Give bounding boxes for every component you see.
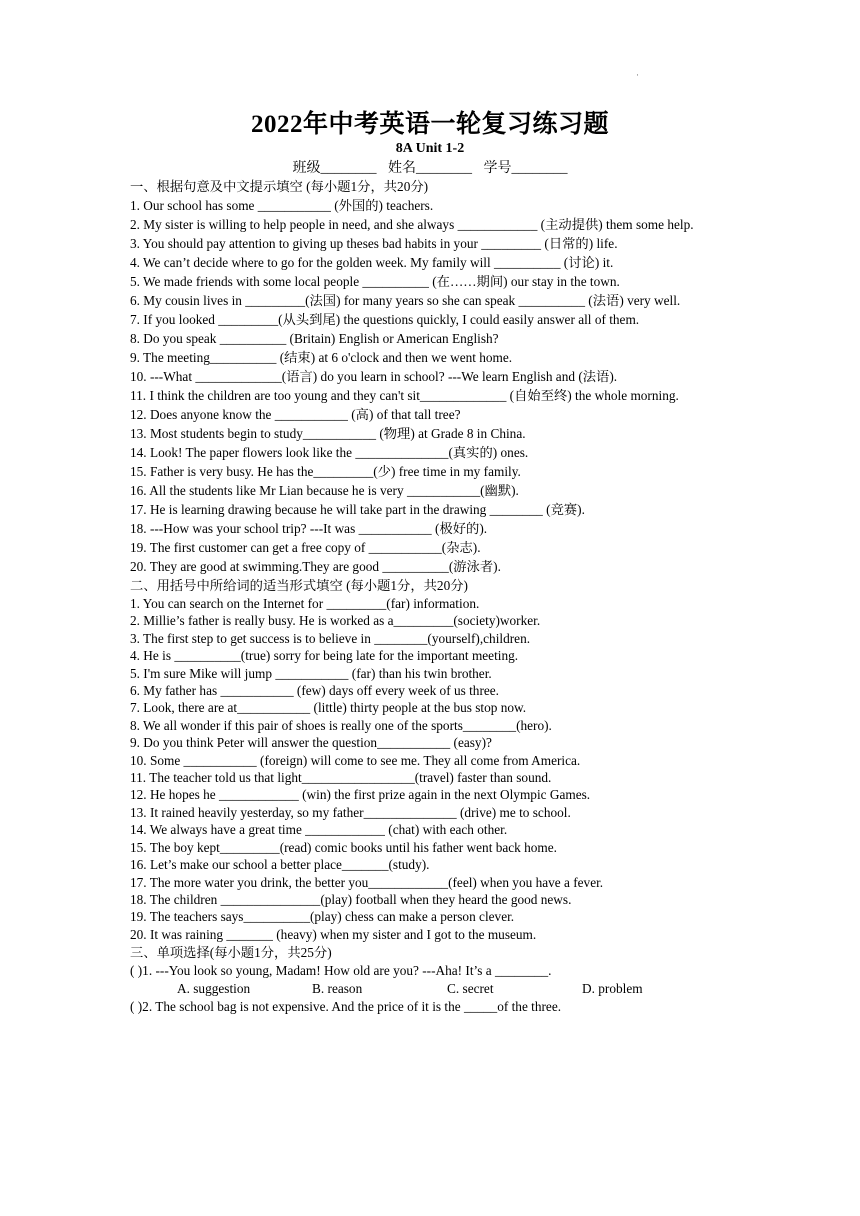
question-item: 2. My sister is willing to help people in need, and she always ____________ (主动提供) them some help. [130, 217, 694, 232]
question-item: 13. Most students begin to study___________ (物理) at Grade 8 in China. [130, 426, 526, 441]
question-item: 6. My cousin lives in _________(法国) for many years so she can speak __________ (法语) very well. [130, 293, 681, 308]
choice-options [130, 980, 732, 998]
section-heading: 三、单项选择(每小题1分，共25分) [130, 945, 332, 961]
question-item: 3. You should pay attention to giving up theses bad habits in your _________ (日常的) life. [130, 236, 618, 251]
choice-question: ( )2. The school bag is not expensive. And the price of it is the _____of the three. [130, 999, 562, 1015]
option-a: A. suggestion [177, 981, 251, 997]
question-item: 1. Our school has some ___________ (外国的) teachers. [130, 198, 434, 213]
question-item: 12. He hopes he ____________ (win) the first prize again in the next Olympic Games. [130, 787, 591, 803]
exam-content [130, 177, 732, 1016]
question-item: 15. Father is very busy. He has the_________(少) free time in my family. [130, 464, 521, 479]
question-item: 13. It rained heavily yesterday, so my father______________ (drive) me to school. [130, 804, 571, 820]
page-title: 2022年中考英语一轮复习练习题 [250, 111, 609, 138]
question-item: 9. Do you think Peter will answer the question___________ (easy)? [130, 735, 492, 751]
question-item: 4. We can’t decide where to go for the golden week. My family will __________ (讨论) it. [130, 255, 614, 270]
question-item: 14. Look! The paper flowers look like the ______________(真实的) ones. [130, 445, 529, 460]
option-c: C. secret [447, 981, 494, 997]
question-item: 18. The children _______________(play) football when they heard the good news. [130, 891, 572, 907]
question-item: 19. The teachers says__________(play) chess can make a person clever. [130, 909, 515, 925]
option-d: D. problem [582, 981, 643, 997]
question-item: 16. Let’s make our school a better place_______(study). [130, 857, 430, 873]
question-item: 17. He is learning drawing because he will take part in the drawing ________ (竞赛). [130, 502, 585, 517]
number-field: 学号________ [483, 161, 568, 176]
section-heading: 二、用括号中所给词的适当形式填空 (每小题1分，共20分) [130, 578, 468, 593]
student-info-line [0, 157, 860, 177]
question-item: 6. My father has ___________ (few) days off every week of us three. [130, 683, 500, 699]
question-item: 5. We made friends with some local people __________ (在……期间) our stay in the town. [130, 274, 620, 289]
class-field: 班级________ [292, 161, 377, 176]
question-item: 15. The boy kept_________(read) comic books until his father went back home. [130, 839, 557, 855]
question-item: 5. I'm sure Mike will jump ___________ (far) than his twin brother. [130, 665, 492, 681]
question-item: 10. Some ___________ (foreign) will come to see me. They all come from America. [130, 752, 581, 768]
question-item: 12. Does anyone know the ___________ (高) of that tall tree? [130, 407, 461, 422]
question-item: 11. The teacher told us that light_________________(travel) faster than sound. [130, 770, 552, 786]
question-item: 2. Millie’s father is really busy. He is worked as a_________(society)worker. [130, 613, 541, 629]
page-subtitle: 8A Unit 1-2 [395, 141, 465, 156]
question-item: 8. We all wonder if this pair of shoes is really one of the sports________(hero). [130, 717, 552, 733]
question-item: 20. It was raining _______ (heavy) when my sister and I got to the museum. [130, 926, 537, 942]
question-item: 7. If you looked _________(从头到尾) the questions quickly, I could easily answer all of them. [130, 312, 640, 327]
choice-question: ( )1. ---You look so young, Madam! How old are you? ---Aha! It’s a ________. [130, 963, 552, 979]
question-item: 18. ---How was your school trip? ---It was ___________ (极好的). [130, 521, 488, 536]
name-field: 姓名________ [388, 161, 472, 176]
question-item: 11. I think the children are too young and they can't sit_____________ (自始至终) the whole morning. [130, 388, 679, 403]
question-item: 1. You can search on the Internet for _________(far) information. [130, 596, 480, 611]
question-item: 10. ---What _____________(语言) do you learn in school? ---We learn English and (法语). [130, 369, 618, 384]
section-heading: 一、根据句意及中文提示填空 (每小题1分，共20分) [130, 179, 429, 194]
question-item: 16. All the students like Mr Lian because he is very ___________(幽默). [130, 483, 519, 498]
question-item: 4. He is __________(true) sorry for being late for the important meeting. [130, 648, 519, 664]
question-item: 19. The first customer can get a free copy of ___________(杂志). [130, 540, 481, 555]
question-item: 3. The first step to get success is to believe in ________(yourself),children. [130, 630, 531, 646]
corner-mark: · [636, 70, 639, 80]
question-item: 14. We always have a great time ____________ (chat) with each other. [130, 822, 508, 838]
option-b: B. reason [312, 981, 363, 997]
question-item: 7. Look, there are at___________ (little) thirty people at the bus stop now. [130, 700, 527, 716]
question-item: 8. Do you speak __________ (Britain) English or American English? [130, 331, 499, 346]
question-item: 9. The meeting__________ (结束) at 6 o'clock and then we went home. [130, 350, 513, 365]
question-item: 20. They are good at swimming.They are good __________(游泳者). [130, 559, 501, 574]
question-item: 17. The more water you drink, the better you____________(feel) when you have a fever. [130, 874, 604, 890]
